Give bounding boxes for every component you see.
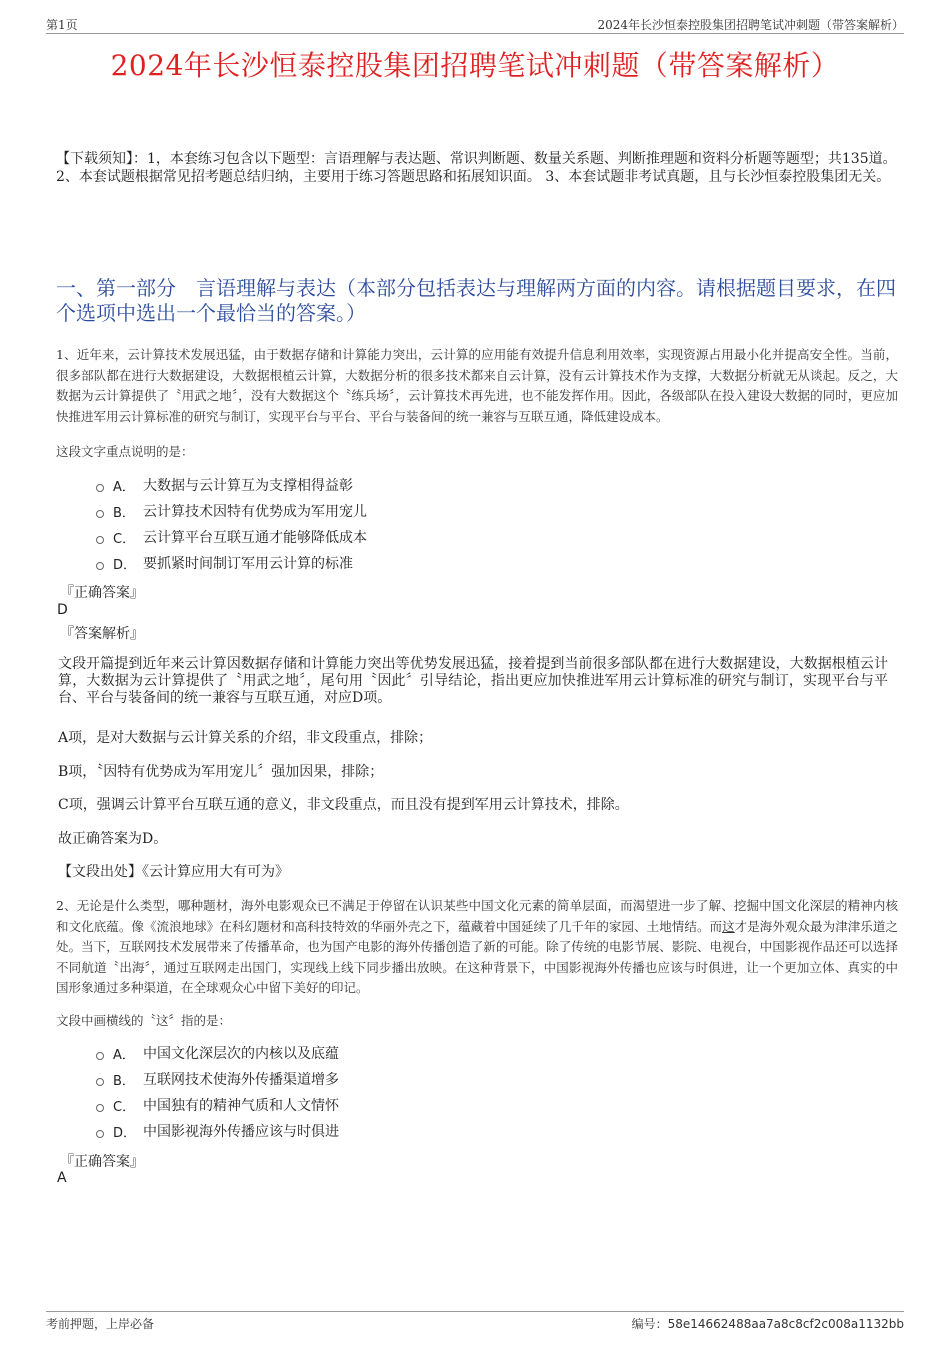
question-2-prompt: 文段中画横线的〝这〞指的是：	[56, 1013, 232, 1028]
option-c[interactable]: C． 中国独有的精神气质和人文情怀	[96, 1092, 696, 1118]
option-a[interactable]: A． 大数据与云计算互为支撑相得益彰	[96, 472, 696, 498]
correct-answer-label: 『正确答案』	[60, 585, 144, 601]
option-b[interactable]: B． 互联网技术使海外传播渠道增多	[96, 1066, 696, 1092]
page-header	[46, 16, 904, 34]
option-a[interactable]: A． 中国文化深层次的内核以及底蕴	[96, 1040, 696, 1066]
question-1-options	[96, 472, 696, 576]
analysis-conclusion: 故正确答案为D。	[58, 831, 168, 847]
radio-icon[interactable]	[96, 1078, 104, 1086]
source-citation: 【文段出处】《云计算应用大有可为》	[58, 864, 289, 880]
option-d[interactable]: D． 要抓紧时间制订军用云计算的标准	[96, 550, 696, 576]
radio-icon[interactable]	[96, 484, 104, 492]
page-footer	[46, 1311, 904, 1331]
radio-icon[interactable]	[96, 562, 104, 570]
underlined-word: 这	[722, 918, 735, 934]
correct-answer: D	[57, 602, 68, 618]
page-number: 第1页	[46, 18, 78, 32]
analysis-line-b: B项，〝因特有优势成为军用宠儿〞强加因果，排除；	[58, 764, 384, 780]
option-b[interactable]: B． 云计算技术因特有优势成为军用宠儿	[96, 498, 696, 524]
question-2-text: 2、无论是什么类型，哪种题材，海外电影观众已不满足于停留在认识某些中国文化元素的简单层面，而渴望进一步了解、挖掘中国文化深层的精神内核和文化底蕴。像《流浪地球》在科幻题材和高科技特效的华丽外壳之下，蕴藏着中国延续了几千年的家园、土地情结。而这才是海外观众最为津津乐道之处。当下，互联网技术发展带来了传播革命，也为国产电影的海外传播创造了新的可能。除了传统的电影节展、影院、电视台，中国影视作品还可以选择不同航道〝出海〞，通过互联网走出国门，实现线上线下同步播出放映。在这种背景下，中国影视海外传播也应该与时俱进，让一个更加立体、真实的中国形象通过多种渠道，在全球观众心中留下美好的印记。	[56, 898, 898, 995]
download-notice: 【下载须知】：1，本套练习包含以下题型：言语理解与表达题、常识判断题、数量关系题、判断推理题和资料分析题等题型；共135道。 2、本套试题根据常见招考题总结归纳，主要用于练习答题思路和拓展知识面。 3、本套试题非考试真题，且与长沙恒泰控股集团无关。	[56, 151, 897, 185]
radio-icon[interactable]	[96, 1104, 104, 1112]
header-doc-title: 2024年长沙恒泰控股集团招聘笔试冲刺题（带答案解析）	[597, 18, 904, 32]
footer-slogan: 考前押题，上岸必备	[46, 1317, 155, 1331]
correct-answer-label: 『正确答案』	[60, 1154, 144, 1170]
footer-code: 编号：58e14662488aa7a8c8cf2c008a1132bb	[631, 1317, 904, 1331]
radio-icon[interactable]	[96, 510, 104, 518]
option-c[interactable]: C． 云计算平台互联互通才能够降低成本	[96, 524, 696, 550]
radio-icon[interactable]	[96, 1052, 104, 1060]
radio-icon[interactable]	[96, 1130, 104, 1138]
correct-answer: A	[57, 1170, 67, 1186]
analysis-line-c: C项，强调云计算平台互联互通的意义，非文段重点，而且没有提到军用云计算技术，排除。	[58, 797, 629, 813]
analysis-label: 『答案解析』	[60, 626, 144, 642]
option-d[interactable]: D． 中国影视海外传播应该与时俱进	[96, 1118, 696, 1144]
question-2-options	[96, 1040, 696, 1144]
analysis-text: 文段开篇提到近年来云计算因数据存储和计算能力突出等优势发展迅猛，接着提到当前很多部队都在进行大数据建设，大数据根植云计算，大数据为云计算提供了〝用武之地〞，尾句用〝因此〞引导结论，指出更应加快推进军用云计算标准的研究与制订，实现平台与平台、平台与装备间的统一兼容与互联互通，对应D项。	[58, 656, 888, 706]
question-1-text: 1、近年来，云计算技术发展迅猛，由于数据存储和计算能力突出，云计算的应用能有效提升信息利用效率，实现资源占用最小化并提高安全性。当前，很多部队都在进行大数据建设，大数据根植云计算，大数据分析的很多技术都来自云计算，没有云计算技术作为支撑，大数据分析就无从谈起。反之，大数据为云计算提供了〝用武之地〞，没有大数据这个〝练兵场〞，云计算技术再先进，也不能发挥作用。因此，各级部队在投入建设大数据的同时，更应加快推进军用云计算标准的研究与制订，实现平台与平台、平台与装备间的统一兼容与互联互通，降低建设成本。	[56, 347, 898, 424]
radio-icon[interactable]	[96, 536, 104, 544]
question-1-prompt: 这段文字重点说明的是：	[56, 444, 194, 459]
section-heading: 一、第一部分 言语理解与表达（本部分包括表达与理解两方面的内容。请根据题目要求，在四个选项中选出一个最恰当的答案。）	[56, 276, 896, 325]
analysis-line-a: A项，是对大数据与云计算关系的介绍，非文段重点，排除；	[58, 730, 433, 746]
document-title: 2024年长沙恒泰控股集团招聘笔试冲刺题（带答案解析）	[110, 49, 840, 82]
